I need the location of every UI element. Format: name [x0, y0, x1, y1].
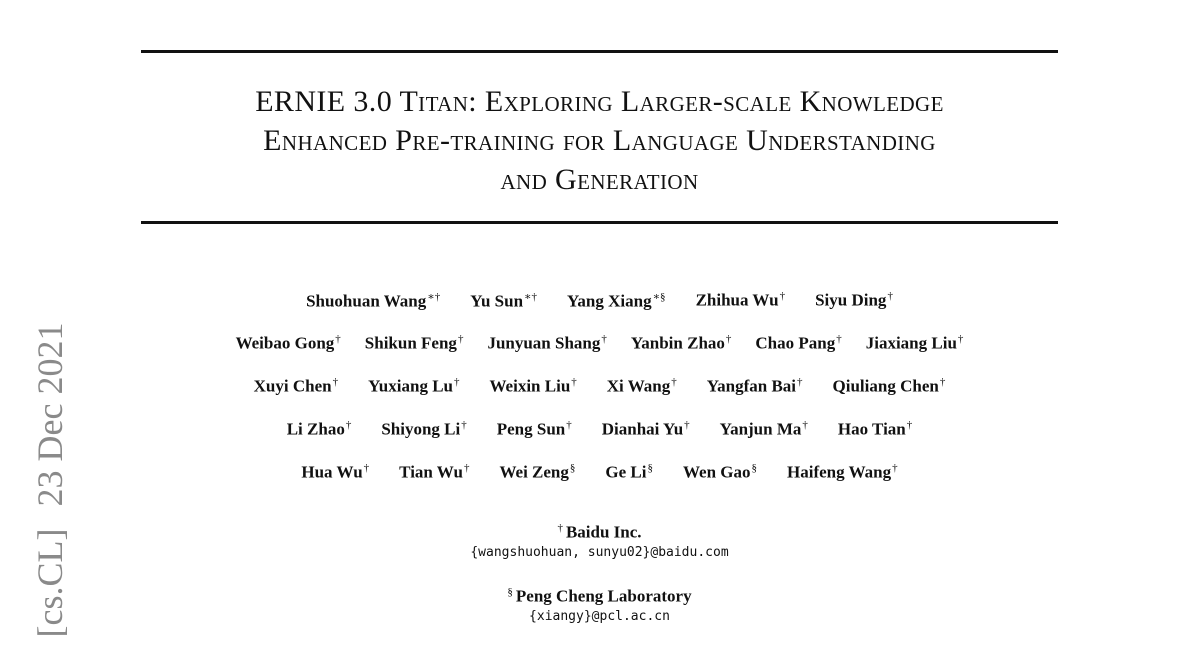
title-line: Enhanced Pre-training for Language Understanding	[263, 124, 936, 157]
author: Wen Gao§	[682, 462, 758, 482]
affiliation-name: † Baidu Inc.	[557, 522, 642, 542]
author: Haifeng Wang†	[787, 462, 898, 482]
author: Yuxiang Lu†	[368, 376, 460, 396]
author: Yu Sun∗†	[470, 291, 538, 311]
author-row	[141, 290, 1058, 333]
author: Xi Wang†	[606, 376, 677, 396]
author: Ge Li§	[605, 462, 653, 482]
author: Shiyong Li†	[381, 419, 467, 439]
author: Yanjun Ma†	[719, 419, 808, 439]
author: Qiuliang Chen†	[832, 376, 946, 396]
arxiv-category: [cs.CL]	[30, 528, 70, 638]
arxiv-side-stamp	[29, 323, 71, 638]
author: Chao Pang†	[755, 333, 842, 353]
paper-title	[141, 82, 1058, 199]
author: Yang Xiang∗§	[567, 291, 666, 311]
author: Jiaxiang Liu†	[865, 333, 964, 353]
affiliation-pcl	[141, 582, 1058, 627]
author: Tian Wu†	[399, 462, 470, 482]
author: Yangfan Bai†	[706, 376, 803, 396]
author: Weibao Gong†	[235, 333, 341, 353]
affiliation-email: {xiangy}@pcl.ac.cn	[529, 608, 670, 624]
author: Dianhai Yu†	[601, 419, 690, 439]
author-row	[141, 376, 1058, 419]
arxiv-date: 23 Dec 2021	[30, 322, 70, 507]
author: Yanbin Zhao†	[630, 333, 732, 353]
title-line: and Generation	[500, 163, 699, 196]
author: Zhihua Wu†	[695, 290, 786, 310]
author: Shikun Feng†	[364, 333, 464, 353]
author-row	[141, 333, 1058, 376]
author: Xuyi Chen†	[253, 376, 339, 396]
title-line: ERNIE 3.0 Titan: Exploring Larger-scale Knowledge	[255, 85, 944, 118]
author: Hao Tian†	[837, 419, 913, 439]
author-list	[141, 290, 1058, 505]
author: Wei Zeng§	[499, 462, 576, 482]
author: Weixin Liu†	[489, 376, 577, 396]
author: Siyu Ding†	[815, 290, 893, 310]
affiliation-email: {wangshuohuan, sunyu02}@baidu.com	[470, 544, 729, 560]
author-row	[141, 462, 1058, 505]
title-top-rule	[141, 50, 1058, 53]
author: Hua Wu†	[301, 462, 370, 482]
author: Junyuan Shang†	[487, 333, 607, 353]
author-row	[141, 419, 1058, 462]
affiliation-name: § Peng Cheng Laboratory	[507, 586, 692, 606]
affiliation-baidu	[141, 518, 1058, 563]
author: Li Zhao†	[286, 419, 352, 439]
author: Shuohuan Wang∗†	[306, 291, 441, 311]
title-bottom-rule	[141, 221, 1058, 224]
author: Peng Sun†	[496, 419, 572, 439]
